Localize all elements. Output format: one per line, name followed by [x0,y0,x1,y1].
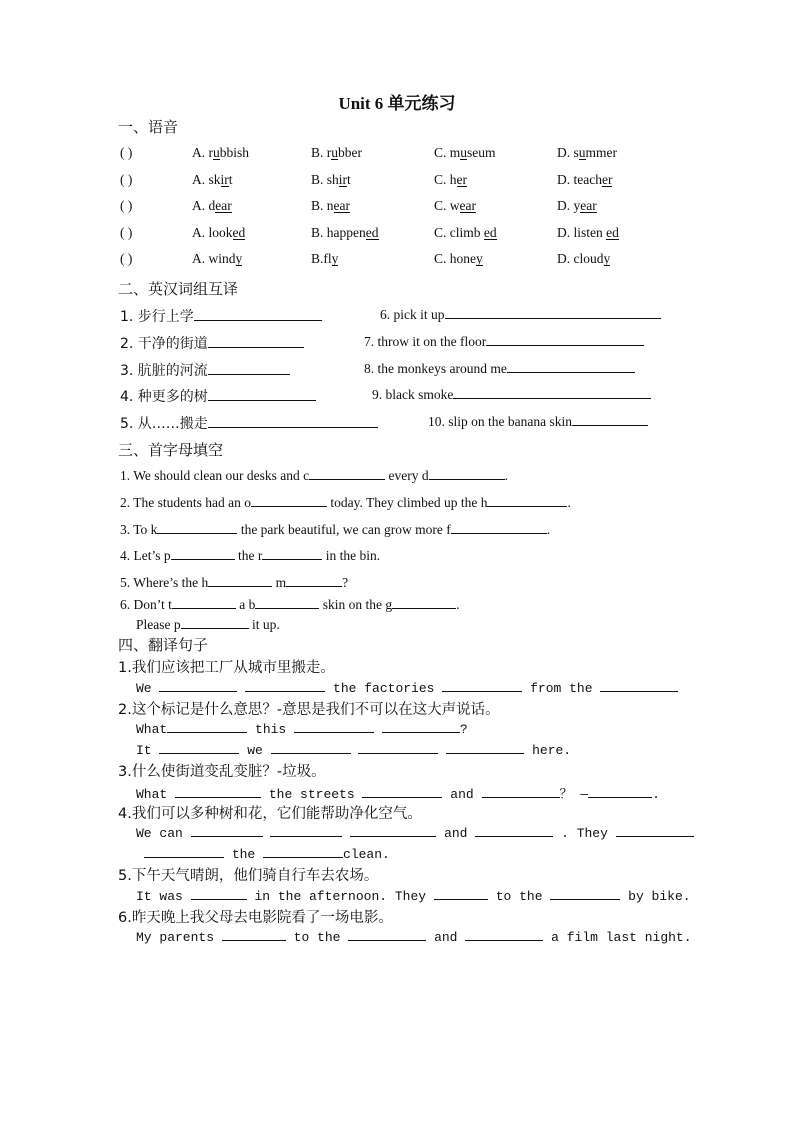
answer-blank[interactable] [482,785,560,798]
answer-blank[interactable] [286,574,342,587]
section-heading-translate: 四、翻译句子 [118,636,209,654]
option-d: D. teacher [557,171,613,187]
phrase-item: 7. throw it on the floor [364,333,644,350]
answer-line-4b: the clean. [144,845,390,862]
answer-blank[interactable] [159,679,237,692]
answer-blank[interactable] [263,845,343,858]
phrase-item: 4. 种更多的树 [120,386,316,406]
phrase-item: 2. 干净的街道 [120,333,304,353]
answer-blank[interactable] [429,467,505,480]
answer-blank[interactable] [446,741,524,754]
answer-blank[interactable] [208,335,304,348]
answer-blank[interactable] [350,824,436,837]
answer-line-4a: We can and . They [136,824,694,841]
answer-blank[interactable] [191,824,263,837]
answer-blank[interactable] [181,616,249,629]
answer-blank[interactable] [159,741,239,754]
option-b: B. rubber [311,145,362,160]
question-4: 4.我们可以多种树和花，它们能帮助净化空气。 [118,806,422,822]
section-heading-fill: 三、首字母填空 [118,441,224,459]
answer-paren[interactable]: ( ) [120,224,133,240]
fill-line-5: 5. Where’s the h m ? [120,575,349,590]
answer-blank[interactable] [451,521,547,534]
answer-line-2b: It we here. [136,743,572,758]
answer-blank[interactable] [222,928,286,941]
fill-line-7: Please p it up. [136,617,280,632]
option-c: C. wear [434,198,476,213]
answer-blank[interactable] [194,308,322,321]
answer-blank[interactable] [208,388,316,401]
answer-blank[interactable] [348,928,426,941]
answer-blank[interactable] [475,824,553,837]
option-a: A. skirt [192,171,233,187]
option-b: B. near [311,198,350,213]
answer-blank[interactable] [550,887,620,900]
phrase-item: 9. black smoke [372,386,651,403]
answer-blank[interactable] [294,720,374,733]
answer-paren[interactable]: ( ) [120,251,133,266]
option-c: C. her [434,171,468,187]
option-b: B. happened [311,224,379,240]
question-6: 6.昨天晚上我父母去电影院看了一场电影。 [118,910,393,926]
answer-paren[interactable]: ( ) [120,145,133,160]
section-heading-phonetics: 一、语音 [118,118,179,136]
answer-blank[interactable] [171,547,235,560]
answer-blank[interactable] [208,415,378,428]
answer-line-2a: What this ? [136,722,468,737]
answer-line-5: It was in the afternoon. They to the by bike. [136,889,691,904]
answer-blank[interactable] [588,785,652,798]
answer-blank[interactable] [486,333,644,346]
answer-blank[interactable] [208,362,290,375]
answer-blank[interactable] [382,720,460,733]
answer-line-1: We the factories from the [136,679,678,696]
phrase-item: 3. 肮脏的河流 [120,360,290,380]
answer-blank[interactable] [251,494,327,507]
page-title: Unit 6 单元练习 [338,94,456,113]
answer-blank[interactable] [600,679,678,692]
answer-blank[interactable] [358,741,438,754]
answer-blank[interactable] [507,360,635,373]
phrase-item: 6. pick it up [380,306,661,323]
answer-line-3: What the streets and ？ — . [136,787,660,802]
answer-blank[interactable] [191,887,247,900]
fill-line-3: 3. To k the park beautiful, we can grow more f . [120,522,551,537]
answer-blank[interactable] [465,928,543,941]
option-a: A. windy [192,251,243,266]
question-1: 1.我们应该把工厂从城市里搬走。 [118,660,335,676]
fill-line-1: 1. We should clean our desks and c every d . [120,468,508,483]
phrase-item: 10. slip on the banana skin [428,413,648,430]
option-b: B.fly [311,251,339,266]
answer-blank[interactable] [144,845,224,858]
answer-blank[interactable] [157,521,237,534]
section-heading-phrases: 二、英汉词组互译 [118,280,239,298]
answer-paren[interactable]: ( ) [120,171,133,187]
answer-blank[interactable] [245,679,325,692]
answer-blank[interactable] [616,824,694,837]
answer-blank[interactable] [572,413,648,426]
fill-line-6: 6. Don’t t a b skin on the g . [120,597,460,612]
fill-line-4: 4. Let’s p the r in the bin. [120,548,381,563]
option-d: D. year [557,198,597,213]
option-c: C. climb ed [434,224,497,240]
question-3: 3.什么使街道变乱变脏？-垃圾。 [118,764,326,780]
answer-blank[interactable] [175,785,261,798]
question-2: 2.这个标记是什么意思？-意思是我们不可以在这大声说话。 [118,702,500,718]
question-5: 5.下午天气晴朗，他们骑自行车去农场。 [118,868,379,884]
option-a: A. rubbish [192,145,250,160]
answer-blank[interactable] [270,824,342,837]
answer-blank[interactable] [271,741,351,754]
answer-blank[interactable] [487,494,567,507]
phrase-item: 1. 步行上学 [120,306,322,326]
answer-blank[interactable] [362,785,442,798]
answer-blank[interactable] [309,467,385,480]
fill-line-2: 2. The students had an o today. They climbed up the h . [120,495,571,510]
answer-blank[interactable] [392,596,456,609]
answer-blank[interactable] [167,720,247,733]
answer-blank[interactable] [434,887,488,900]
answer-blank[interactable] [445,306,661,319]
option-d: D. cloudy [557,251,611,266]
answer-blank[interactable] [442,679,522,692]
answer-blank[interactable] [208,574,272,587]
option-a: A. looked [192,224,246,240]
option-d: D. summer [557,145,618,160]
answer-blank[interactable] [255,596,319,609]
answer-blank[interactable] [172,596,236,609]
phrase-item: 8. the monkeys around me [364,360,635,377]
phrase-item: 5. 从……搬走 [120,413,378,433]
answer-blank[interactable] [453,386,651,399]
option-c: C. honey [434,251,483,266]
option-c: C. museum [434,145,496,160]
option-a: A. dear [192,198,232,213]
answer-paren[interactable]: ( ) [120,198,133,213]
option-b: B. shirt [311,171,351,187]
answer-line-6: My parents to the and a film last night. [136,930,692,945]
answer-blank[interactable] [262,547,322,560]
option-d: D. listen ed [557,224,619,240]
